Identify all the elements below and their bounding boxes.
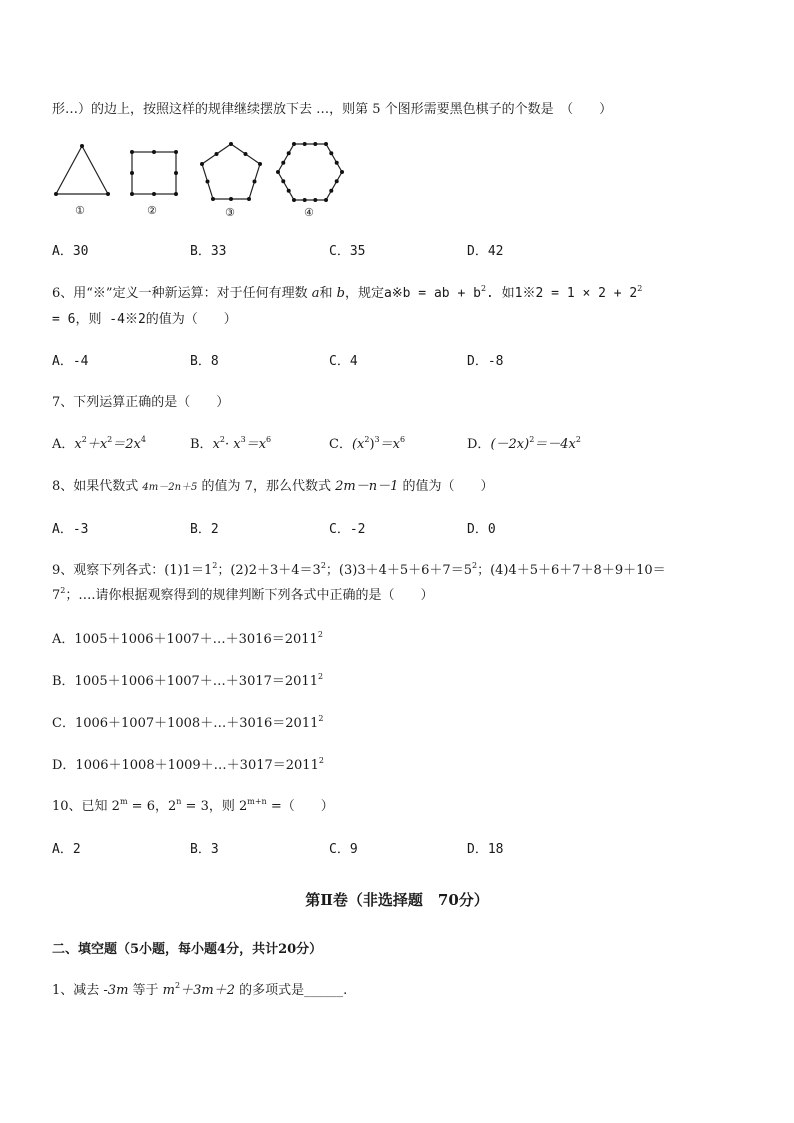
q8-option-c: C．-2	[329, 522, 366, 537]
q6-option-b: B．8	[190, 354, 219, 369]
q6-option-c: C．4	[329, 354, 358, 369]
q7-option-d: D．$(-2x)^2=-4x^2$	[467, 435, 581, 452]
pentagon-figure	[202, 144, 260, 199]
q9-option-d: D．$1006+1008+1009+\dots+3017=2011^2$	[52, 756, 324, 773]
q10-option-a: A．2	[52, 842, 81, 857]
q10-stem: 10、已知 $2^m = 6$，$2^n = 3$，则 $2^{m+n}$ =（ ）	[52, 797, 334, 814]
q5-option-a: A．30	[52, 244, 89, 259]
q6-stem-line1: 6、用“※”定义一种新运算：对于任何有理数 a和 b，规定a※b = ab + $b^2$. 如1※2 = $1 \times 2 + 2^2$	[52, 284, 643, 301]
fill-q1-stem: 1、减去 -3m 等于 $m^2+3m+2$ 的多项式是______.	[52, 981, 348, 998]
q9-stem-line2: $7^2$；….请你根据观察得到的规律判断下列各式中正确的是（ ）	[52, 586, 434, 603]
q9-option-a: A．$1005+1006+1007+\dots+3016=2011^2$	[52, 630, 323, 647]
q6-option-a: A．-4	[52, 354, 89, 369]
triangle-figure	[56, 146, 108, 194]
q5-option-d: D．42	[467, 244, 504, 259]
section-fill-in-heading: 二、填空题（5小题，每小题4分，共计20分）	[52, 942, 323, 957]
figure-label-1: ①	[75, 204, 85, 217]
square-figure	[132, 152, 176, 194]
q9-option-c: C．$1006+1007+1008+\dots+3016=2011^2$	[52, 714, 324, 731]
figure-label-3: ③	[225, 206, 235, 219]
q10-option-b: B．3	[190, 842, 219, 857]
q5-option-b: B．33	[190, 244, 227, 259]
q7-stem: 7、下列运算正确的是（ ）	[52, 395, 230, 410]
q7-option-a: A．$x^2+x^2=2x^4$	[52, 435, 146, 452]
figure-label-4: ④	[304, 206, 314, 219]
q7-option-c: C．$(x^2)^3=x^6$	[329, 435, 406, 452]
q5-option-c: C．35	[329, 244, 366, 259]
q9-stem-line1: 9、观察下列各式：$(1)1=1^2$；$(2)2+3+4=3^2$；$(3)3+4+5+6+7=5^2$；(4)4＋5＋6＋7＋8＋9＋10＝	[52, 561, 666, 578]
figure-label-2: ②	[147, 204, 157, 217]
q6-option-d: D．-8	[467, 354, 504, 369]
q10-option-c: C．9	[329, 842, 358, 857]
q8-option-d: D．0	[467, 522, 496, 537]
part2-heading: 第Ⅱ卷（非选择题 70分）	[305, 891, 489, 909]
q6-stem-line2: = 6，则 -4※2的值为（ ）	[52, 312, 237, 327]
q10-option-d: D．18	[467, 842, 504, 857]
q8-stem: 8、如果代数式 4m－2n＋5 的值为 7，那么代数式 2m－n－1 的值为（ ）	[52, 479, 494, 494]
q8-option-b: B．2	[190, 522, 219, 537]
q8-option-a: A．-3	[52, 522, 89, 537]
q9-option-b: B．$1005+1006+1007+\dots+3017=2011^2$	[52, 672, 324, 689]
q5-stem: 形…）的边上，按照这样的规律继续摆放下去 …，则第 5 个图形需要黑色棋子的个数是 （ ）	[52, 102, 613, 117]
q7-option-b: B．$x^2\cdot x^3=x^6$	[190, 435, 272, 452]
q5-figures	[50, 138, 370, 228]
